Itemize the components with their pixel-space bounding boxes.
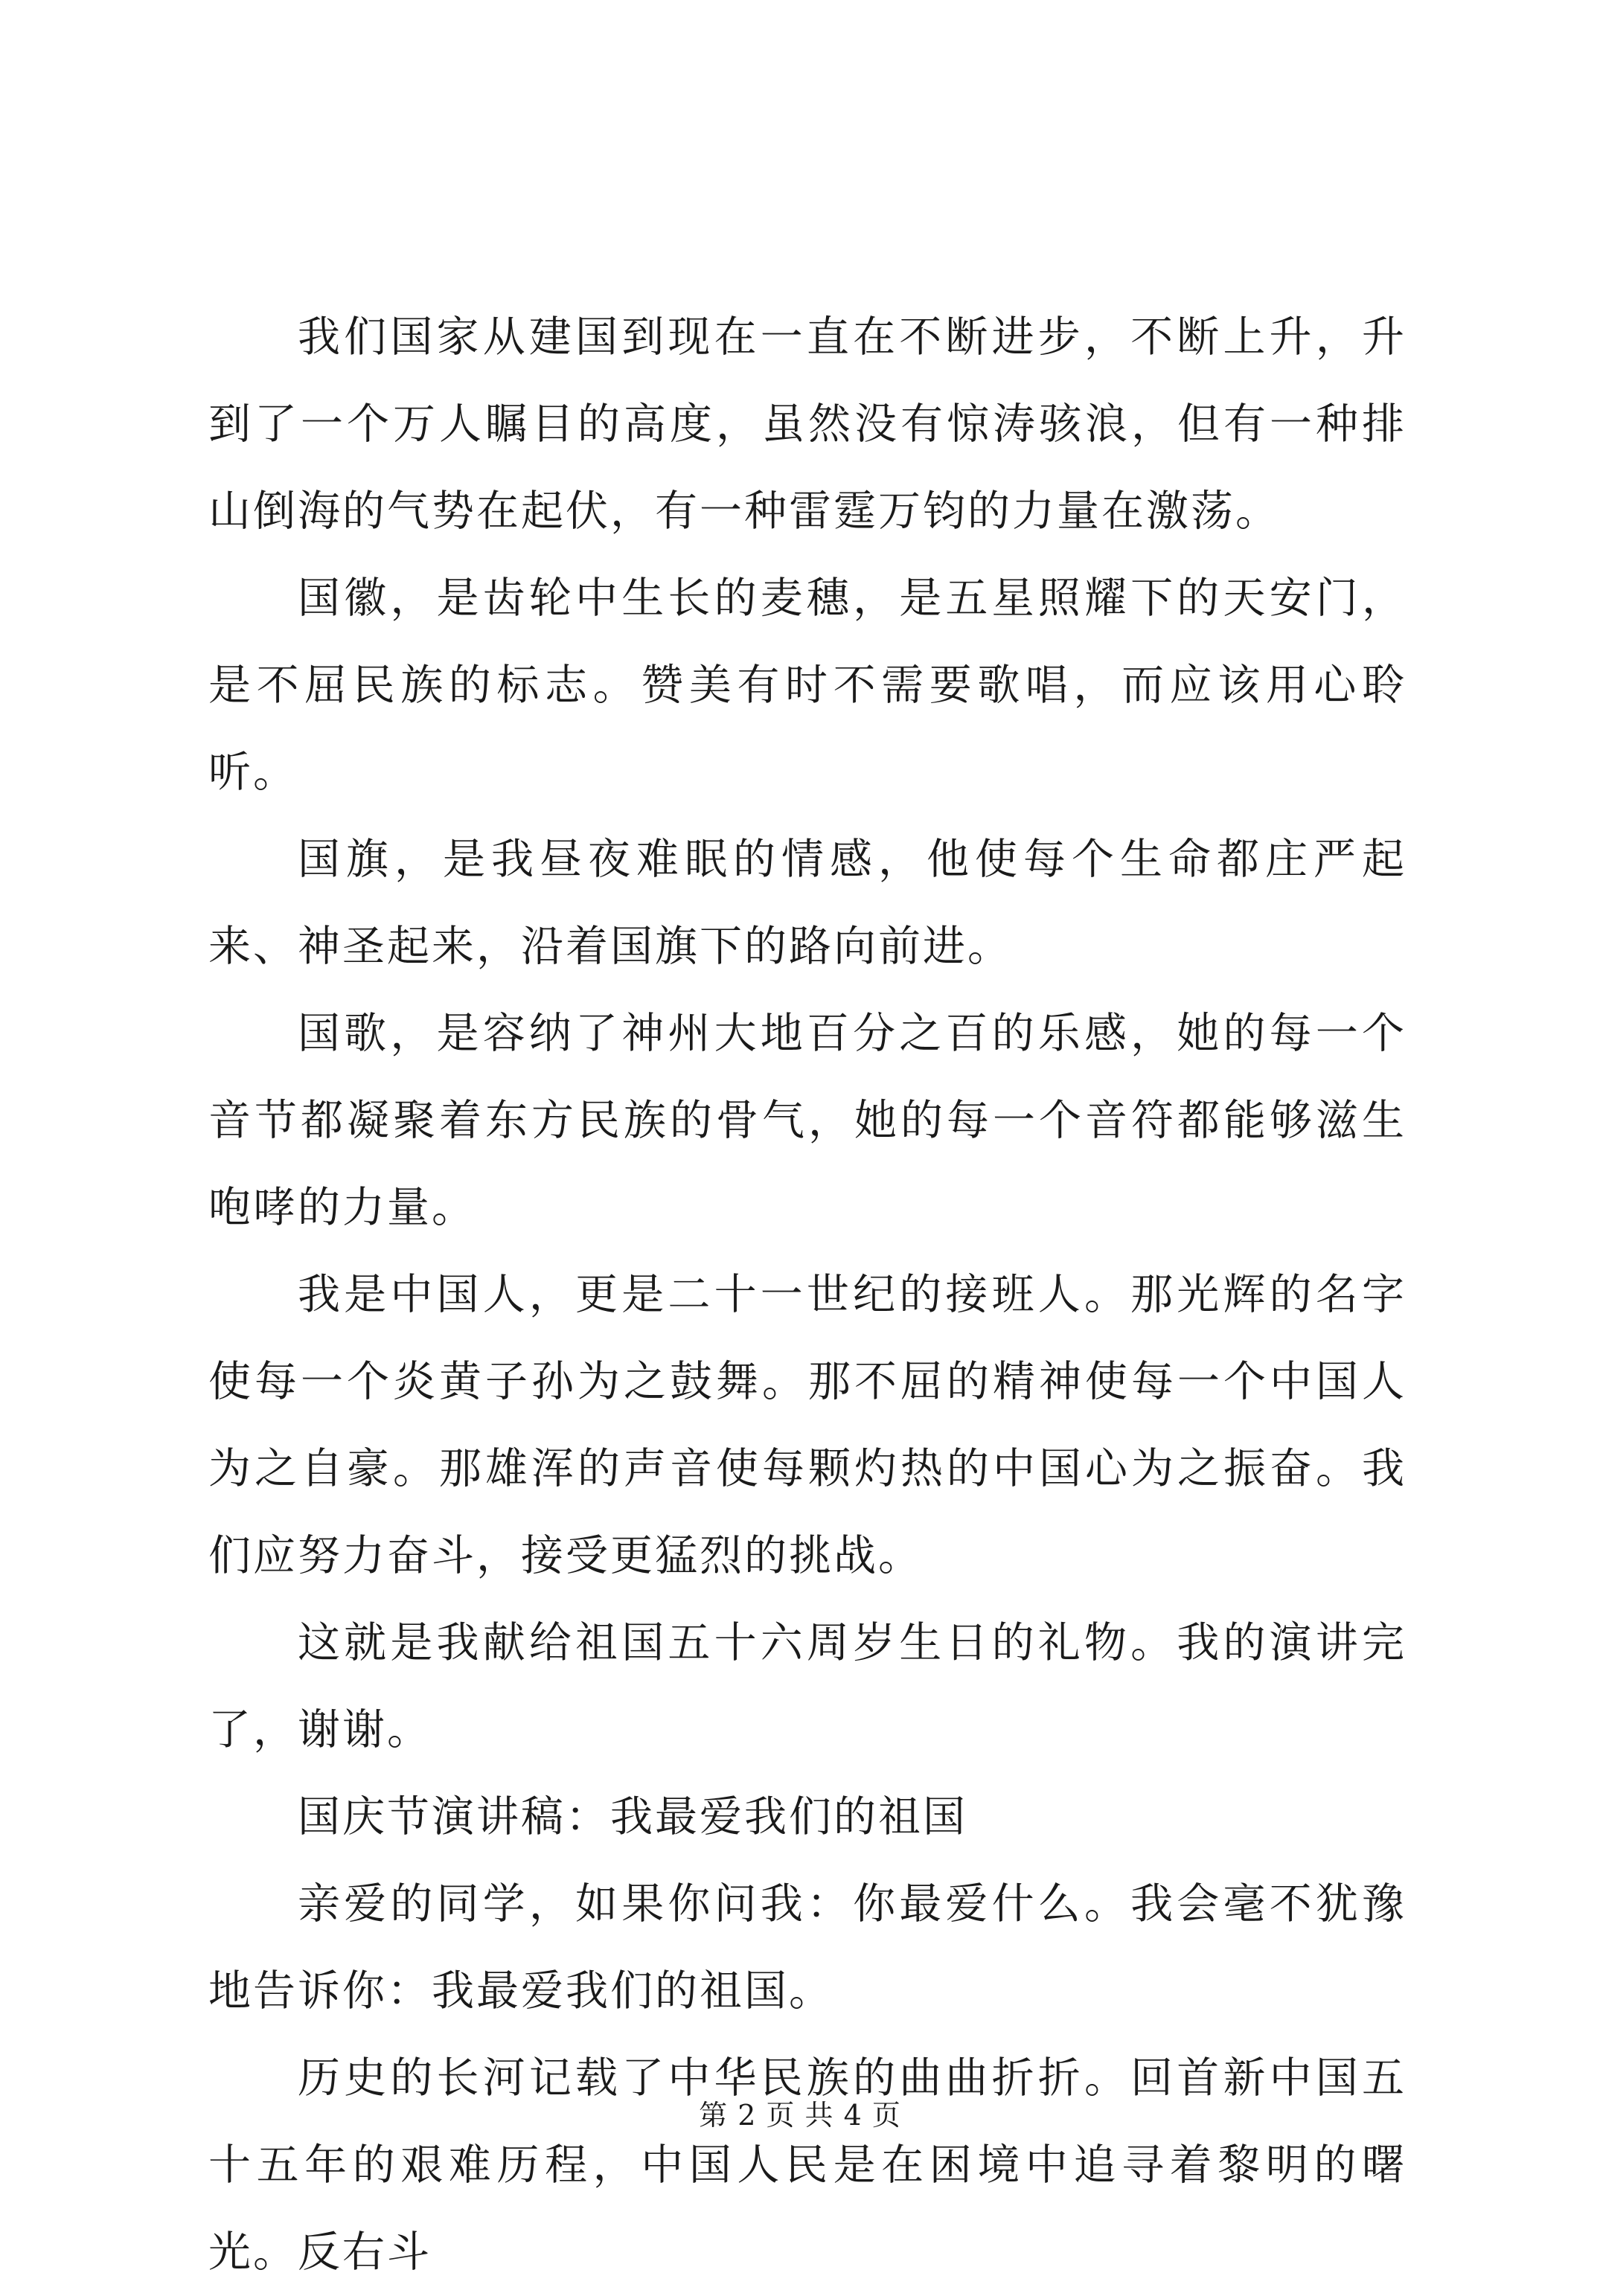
page-footer (0, 2097, 1600, 2134)
paragraph-5: 我是中国人，更是二十一世纪的接班人。那光辉的名字使每一个炎黄子孙为之鼓舞。那不屈的精神使每一个中国人为之自豪。那雄浑的声音使每颗灼热的中国心为之振奋。我们应努力奋斗，接受更猛烈的挑战。 (208, 1270, 1407, 1580)
paragraph-2: 国徽，是齿轮中生长的麦穗，是五星照耀下的天安门，是不屈民族的标志。赞美有时不需要歌唱，而应该用心聆听。 (208, 574, 1407, 797)
paragraph-7: 亲爱的同学，如果你问我：你最爱什么。我会毫不犹豫地告诉你：我最爱我们的祖国。 (208, 1879, 1407, 2016)
page-number-label: 第 2 页 共 4 页 (699, 2099, 901, 2132)
paragraph-6: 这就是我献给祖国五十六周岁生日的礼物。我的演讲完了，谢谢。 (208, 1618, 1407, 1754)
paragraph-3: 国旗，是我昼夜难眠的情感，他使每个生命都庄严起来、神圣起来，沿着国旗下的路向前进。 (208, 835, 1407, 971)
paragraph-8: 历史的长河记载了中华民族的曲曲折折。回首新中国五十五年的艰难历程，中国人民是在困境中追寻着黎明的曙光。反右斗 (208, 2053, 1407, 2277)
paragraph-4: 国歌，是容纳了神州大地百分之百的乐感，她的每一个音节都凝聚着东方民族的骨气，她的每一个音符都能够滋生咆哮的力量。 (208, 1009, 1407, 1232)
section-title: 国庆节演讲稿：我最爱我们的祖国 (298, 1792, 967, 1841)
paragraph-1: 我们国家从建国到现在一直在不断进步，不断上升，升到了一个万人瞩目的高度，虽然没有惊涛骇浪，但有一种排山倒海的气势在起伏，有一种雷霆万钧的力量在激荡。 (208, 312, 1407, 536)
document-body (208, 294, 1407, 2296)
